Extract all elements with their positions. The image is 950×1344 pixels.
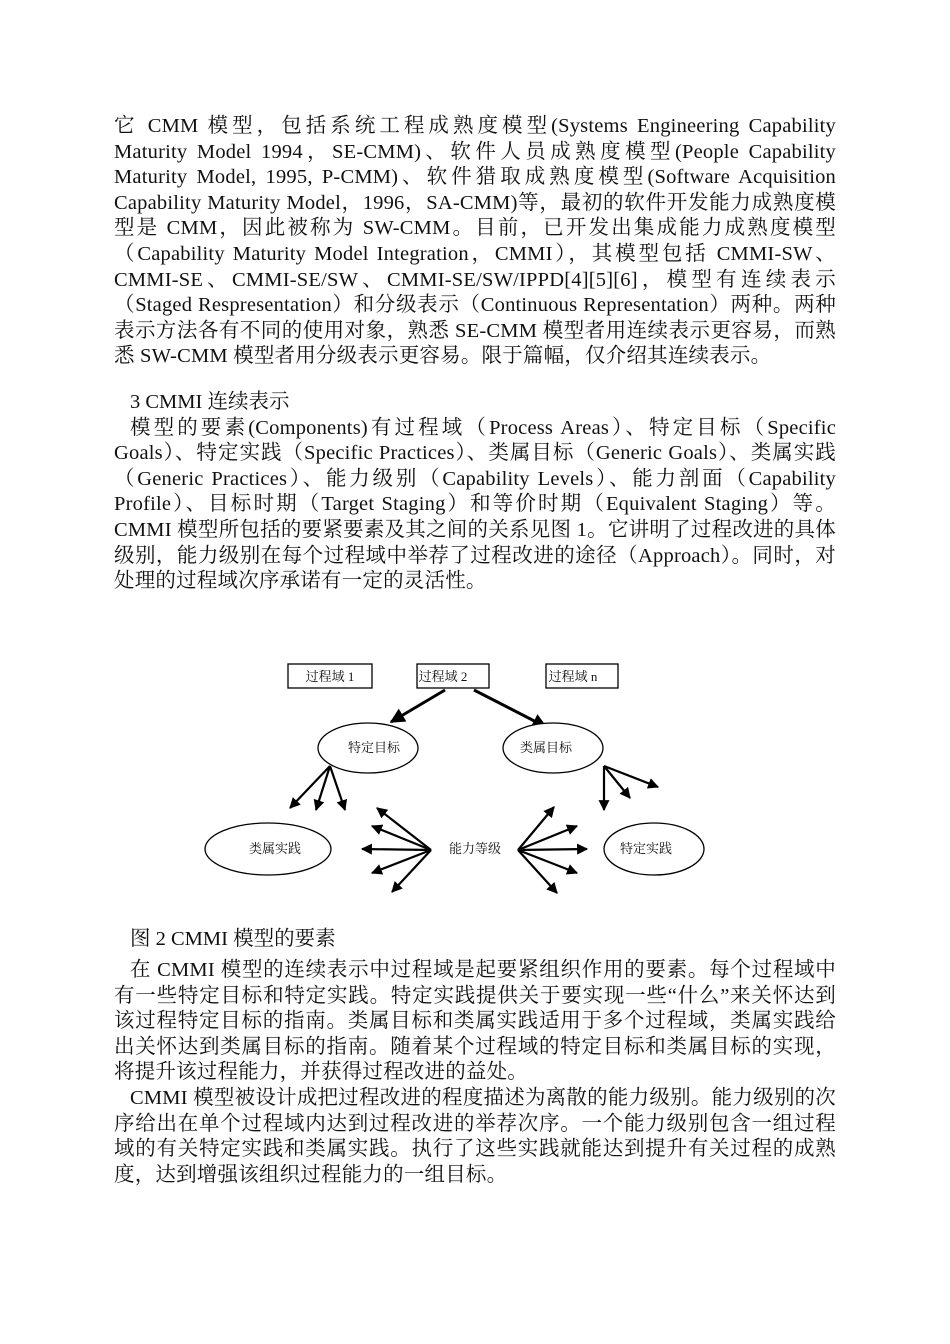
- arrow-to-specific-goal: [391, 690, 445, 722]
- generic-practice-label: 类属实践: [248, 841, 302, 856]
- specific-goal-fan: [290, 766, 345, 810]
- body-paragraph-2: CMMI 模型被设计成把过程改进的程度描述为离散的能力级别。能力级别的次序给出在单个过程域内达到过程改进的举荐次序。一个能力级别包含一组过程域的有关特定实践和类属实践。执行了这些实践就能达到提升有关过程的成熟度，达到增强该组织过程能力的一组目标。: [114, 1086, 836, 1186]
- generic-goal-fan: [604, 766, 658, 810]
- generic-goal-label: 类属目标: [519, 740, 573, 755]
- specific-practice-label: 特定实践: [619, 841, 673, 856]
- process-area-1-label: 过程域 1: [305, 669, 355, 684]
- process-area-2-label: 过程域 2: [418, 669, 468, 684]
- specific-goal-label: 特定目标: [347, 740, 401, 755]
- arrow-to-generic-goal: [474, 690, 546, 727]
- lower-text: [114, 958, 836, 1188]
- process-area-n-label: 过程域 n: [548, 669, 598, 684]
- capability-right-fan: [518, 807, 587, 893]
- section-paragraph: 模型的要素(Components)有过程域（Process Areas）、特定目标（Specific Goals）、特定实践（Specific Practices）、类属目标（Generic Goals）、类属实践（Generic Practices）、能力级别（Capability Levels）、能力剖面（Capability Profile）、目标时期（Target Staging）和等价时期（Equivalent Staging）等。CMMI 模型所包括的要紧要素及其之间的关系见图 1。它讲明了过程改进的具体级别，能力级别在每个过程域中举荐了过程改进的途径（Approach）。同时，对处理的过程域次序承诺有一定的灵活性。: [114, 416, 836, 593]
- capability-left-fan: [362, 808, 431, 892]
- capability-level-label: 能力等级: [448, 841, 502, 856]
- figure-caption: 图 2 CMMI 模型的要素: [130, 927, 336, 950]
- intro-paragraph: 它 CMM 模型，包括系统工程成熟度模型(Systems Engineering Capability Maturity Model 1994，SE-CMM)、软件人员成熟度模型(People Capability Maturity Model, 1995, P-CMM)、软件猎取成熟度模型(Software Acquisition Capability Maturity Model，1996，SA-CMM)等，最初的软件开发能力成熟度模型是 CMM，因此被称为 SW-CMM。目前，已开发出集成能力成熟度模型（Capability Maturity Model Integration，CMMI），其模型包括 CMMI-SW、CMMI-SE、CMMI-SE/SW、CMMI-SE/SW/IPPD[4][5][6]，模型有连续表示（Staged Respresentation）和分级表示（Continuous Representation）两种。两种表示方法各有不同的使用对象，熟悉 SE-CMM 模型者用连续表示更容易，而熟悉 SW-CMM 模型者用分级表示更容易。限于篇幅，仅介绍其连续表示。: [114, 115, 836, 368]
- body-paragraph-1: 在 CMMI 模型的连续表示中过程域是起要紧组织作用的要素。每个过程域中有一些特定目标和特定实践。特定实践提供关于要实现一些“什么”来关怀达到该过程特定目标的指南。类属目标和类属实践适用于多个过程域，类属实践给出关怀达到类属目标的指南。随着某个过程域的特定目标和类属目标的实现，将提升该过程能力，并获得过程改进的益处。: [114, 959, 836, 1084]
- section-heading: 3 CMMI 连续表示: [130, 390, 290, 413]
